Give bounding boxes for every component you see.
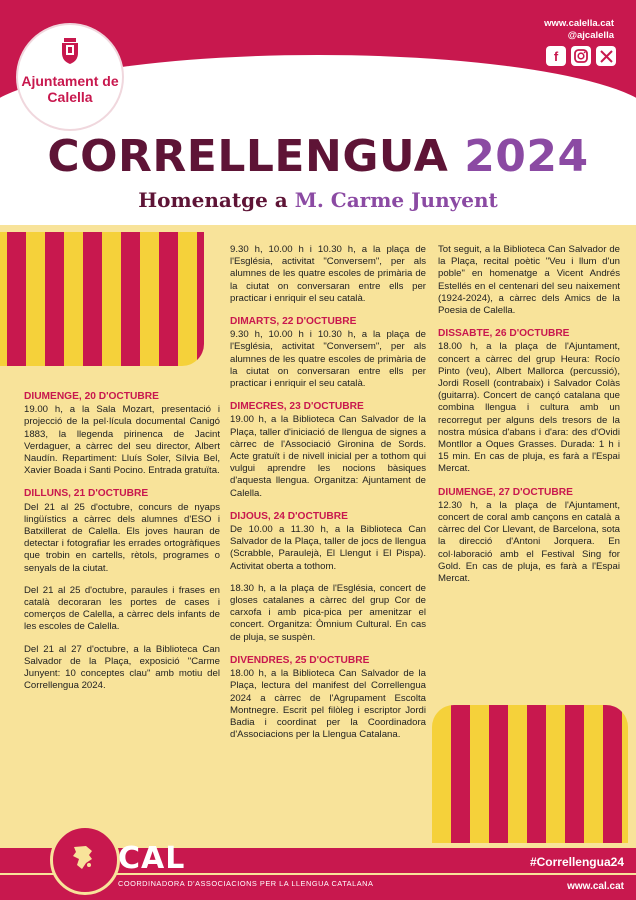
cal-map-icon — [68, 843, 96, 871]
event-text: 12.30 h, a la plaça de l'Ajuntament, concert de coral amb cançons en català a càrrec del Cor Llevant, de Barcelona, sota la direcció d'Antoni Jorquera. En col·laboració amb el Festival Sing for Gold. En cas de pluja, es farà a l'Espai Mercat. — [438, 499, 620, 585]
event-text: Del 21 al 27 d'octubre, a la Biblioteca Can Salvador de la Plaça, exposició "Carme Junyent: 10 conceptes clau" amb motiu del Correllengua 2024. — [24, 643, 220, 692]
x-icon[interactable] — [596, 46, 616, 66]
title-year: 2024 — [464, 131, 589, 182]
social-handle[interactable]: @ajcalella — [567, 30, 614, 41]
poster-subtitle — [0, 188, 636, 212]
hashtag: #Correllengua24 — [529, 855, 624, 869]
day-heading: DIJOUS, 24 D'OCTUBRE — [230, 510, 348, 522]
subtitle-pre: Homenatge a — [138, 188, 295, 212]
program-column-3 — [438, 244, 620, 595]
event-text: 19.00 h, a la Biblioteca Can Salvador de la Plaça, taller d'iniciació de llengua de signes a càrrec de l'Associació Gironina de Sords. Acte gratuït i de nivell inicial per a tothom qui vulgui aprendre les nocions bàsiques d'aquesta llengua. Organitza: Ajuntament de Calella. — [230, 414, 426, 499]
event-text: 18.00 h, a la Biblioteca Can Salvador de la Plaça, lectura del manifest del Correllengua 2024 a càrrec de l'Agrupament Escolta Montnegre. Escrit pel filòleg i escriptor Jordi Badia i coordinat per la Coordinadora d'Associacions per la Llengua Catalana. — [230, 668, 426, 741]
cal-logo-text[interactable]: CAL — [118, 841, 186, 876]
facebook-icon[interactable]: f — [546, 46, 566, 66]
social-links — [546, 46, 616, 66]
title-main: CORRELLENGUA — [47, 131, 449, 182]
event-text: Del 21 al 25 d'octubre, paraules i frases en català decoraran les portes de cases i comerços de Calella, a càrrec dels infants de les escoles de Calella. — [24, 584, 220, 633]
logo-text: Ajuntament de Calella — [21, 73, 119, 105]
day-heading: DIMARTS, 22 D'OCTUBRE — [230, 316, 357, 328]
event-text: Del 21 al 25 d'octubre, concurs de nyaps lingüístics a càrrec dels alumnes d'ESO i Batxillerat de Calella. Els joves hauran de detectar i fotografiar les errades ortogràfiques que trobin en cartells, rètols, programes o senyals de la ciutat. — [24, 501, 220, 574]
event-text: Tot seguit, a la Biblioteca Can Salvador de la Plaça, recital poètic "Veu i llum d'un poble" en homenatge a Vicent Andrés Estellés en el centenari del seu naixement (1924-2024), a càrrec dels Amics de la Poesia de Calella. — [438, 244, 620, 317]
event-text: 18.00 h, a la plaça de l'Ajuntament, concert a càrrec del grup Heura: Rocío Pinto (veu), Albert Mallorca (percussió), Jordi Rosell (contrabaix) i Salvador Colàs (guitarra). Concert de cançó catalana que combina llengua i cultura amb un recorregut per alguns dels tresors de la nostra música d'abans i d'ara: des d'Ovidi Montllor a Oques Grasses. Durada: 1 h i 15 min. En cas de pluja, es farà a l'Espai Mercat. — [438, 341, 620, 475]
event-text: 9.30 h, 10.00 h i 10.30 h, a la plaça de l'Església, activitat "Conversem", per als alumnes de les quatre escoles de primària de la ciutat on conversaran entre ells per practicar i enriquir el seu català. — [230, 329, 426, 390]
day-heading: DISSABTE, 26 D'OCTUBRE — [438, 328, 570, 340]
program-column-1 — [24, 391, 220, 702]
day-heading: DIUMENGE, 20 D'OCTUBRE — [24, 391, 159, 402]
event-text: 9.30 h, 10.00 h i 10.30 h, a la plaça de l'Església, activitat "Conversem", per als alumnes de les quatre escoles de primària de la ciutat on conversaran entre ells per practicar i enriquir el seu català. — [230, 244, 426, 304]
instagram-icon[interactable] — [571, 46, 591, 66]
day-heading: DILLUNS, 21 D'OCTUBRE — [24, 488, 149, 500]
senyera-decoration-bottom — [432, 705, 628, 843]
poster-title — [0, 127, 636, 187]
event-text: De 10.00 a 11.30 h, a la Biblioteca Can Salvador de la Plaça, taller de jocs de llengua (Scrabble, Paraulejà, El Llengut i El Pispa). Activitat oberta a tothom. — [230, 524, 426, 572]
event-text: 19.00 h, a la Sala Mozart, presentació i projecció de la pel·lícula documental Canigó 1883, la llegenda pirinenca de Jacint Verdaguer, a càrrec del seu director, Albert Naudín. Repartiment: Lluís Soler, Sílvia Bel, Xavier Boada i Santi Pocino. Entrada gratuïta. — [24, 404, 220, 477]
crest-icon — [59, 37, 81, 65]
ajuntament-logo[interactable] — [18, 25, 122, 129]
event-text: 18.30 h, a la plaça de l'Església, concert de gloses catalanes a càrrec del grup Cor de carxofa i amb pica-pica per amenitzar el concert. Organitza: Òmnium Cultural. En cas de pluja, se suspèn. — [230, 582, 426, 643]
contact-info — [544, 18, 614, 42]
day-heading: DIMECRES, 23 D'OCTUBRE — [230, 401, 364, 413]
subtitle-name: M. Carme Junyent — [294, 188, 498, 212]
day-heading: DIUMENGE, 27 D'OCTUBRE — [438, 486, 573, 498]
website-link[interactable]: www.calella.cat — [544, 18, 614, 29]
senyera-decoration-top — [0, 232, 204, 366]
program-column-2 — [230, 244, 426, 751]
day-heading: DIVENDRES, 25 D'OCTUBRE — [230, 654, 370, 666]
cal-subtitle: COORDINADORA D'ASSOCIACIONS PER LA LLENGUA CATALANA — [118, 879, 374, 888]
footer-website-link[interactable]: www.cal.cat — [567, 881, 624, 892]
